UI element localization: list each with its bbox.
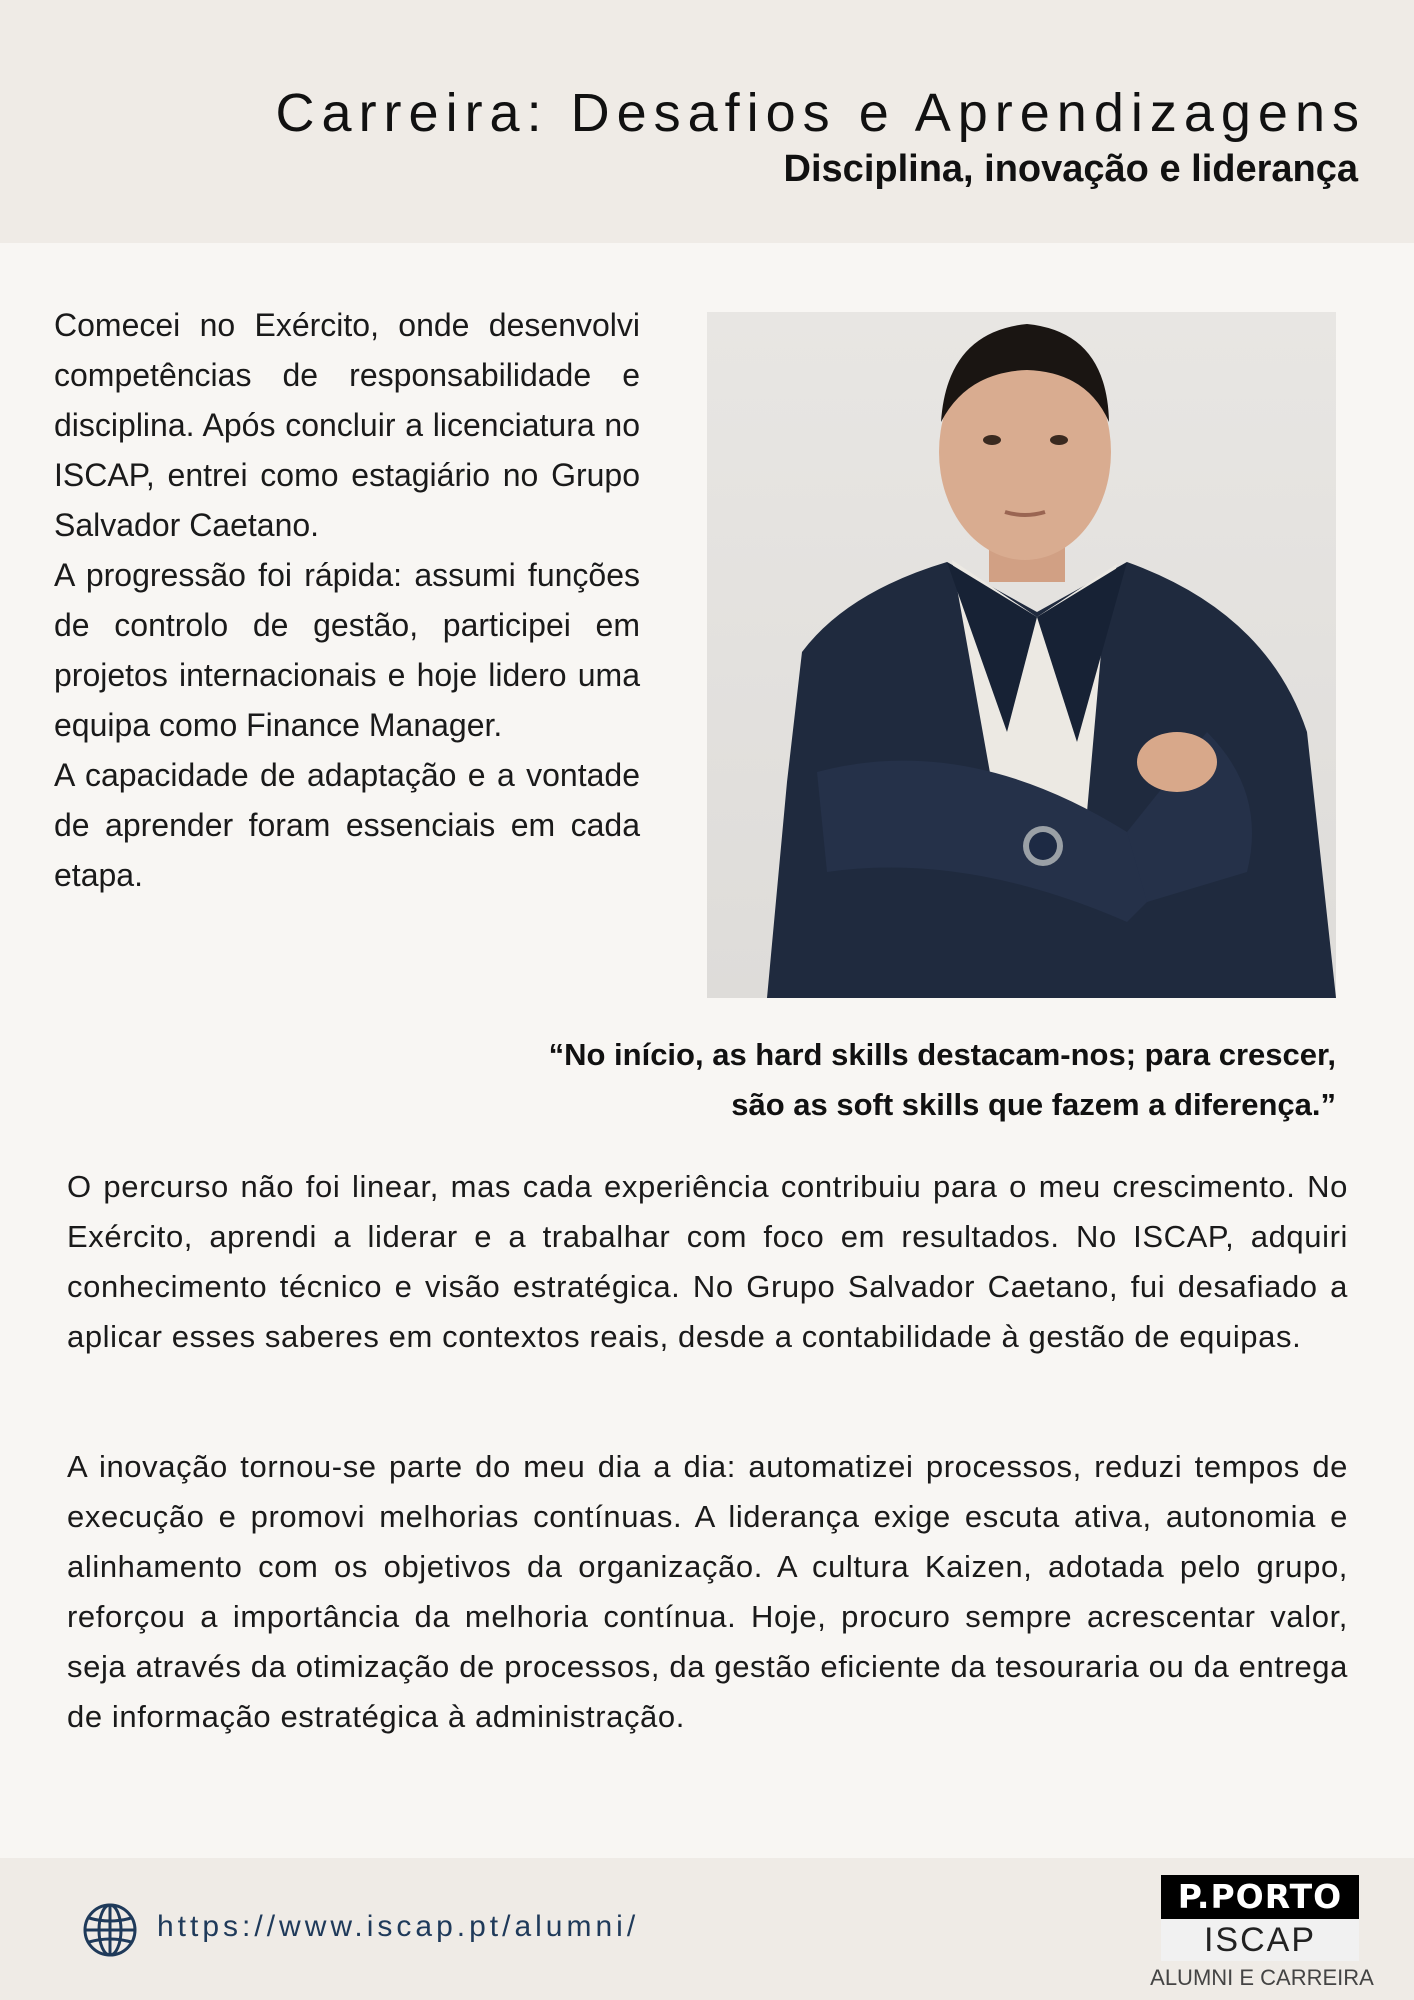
globe-icon: [82, 1902, 138, 1958]
quote-line: são as soft skills que fazem a diferença.”: [731, 1087, 1336, 1122]
body-paragraph: O percurso não foi linear, mas cada experiência contribuiu para o meu crescimento. No Exército, aprendi a liderar e a trabalhar com foco em resultados. No ISCAP, adquiri conhecimento técnico e visão estratégica. No Grupo Salvador Caetano, fui desafiado a aplicar esses saberes em contextos reais, desde a contabilidade à gestão de equipas.: [67, 1169, 1348, 1354]
portrait-photo: [707, 312, 1336, 998]
intro-text: [54, 300, 640, 900]
intro-paragraph: A capacidade de adaptação e a vontade de aprender foram essenciais em cada etapa.: [54, 757, 640, 893]
quote-line: “No início, as hard skills destacam-nos; para crescer,: [548, 1037, 1336, 1072]
page-title: Carreira: Desafios e Aprendizagens: [275, 83, 1366, 143]
logo-pporto: P.PORTO: [1161, 1875, 1359, 1919]
alumni-url-link[interactable]: https://www.iscap.pt/alumni/: [157, 1910, 640, 1943]
page-subtitle: Disciplina, inovação e liderança: [783, 148, 1358, 190]
highlight-quote: [336, 1030, 1336, 1130]
page-header: [0, 0, 1414, 243]
logo-iscap: ISCAP: [1161, 1919, 1359, 1961]
intro-paragraph: Comecei no Exército, onde desenvolvi competências de responsabilidade e disciplina. Após concluir a licenciatura no ISCAP, entrei como estagiário no Grupo Salvador Caetano.: [54, 307, 640, 543]
pporto-iscap-logo: [1145, 1875, 1379, 1995]
intro-paragraph: A progressão foi rápida: assumi funções de controlo de gestão, participei em projetos internacionais e hoje lidero uma equipa como Finance Manager.: [54, 557, 640, 743]
body-paragraph: A inovação tornou-se parte do meu dia a dia: automatizei processos, reduzi tempos de execução e promovi melhorias contínuas. A liderança exige escuta ativa, autonomia e alinhamento com os objetivos da organização. A cultura Kaizen, adotada pelo grupo, reforçou a importância da melhoria contínua. Hoje, procuro sempre acrescentar valor, seja através da otimização de processos, da gestão eficiente da tesouraria ou da entrega de informação estratégica à administração.: [67, 1449, 1348, 1734]
logo-alumni-carreira: ALUMNI E CARREIRA: [1150, 1965, 1374, 1990]
